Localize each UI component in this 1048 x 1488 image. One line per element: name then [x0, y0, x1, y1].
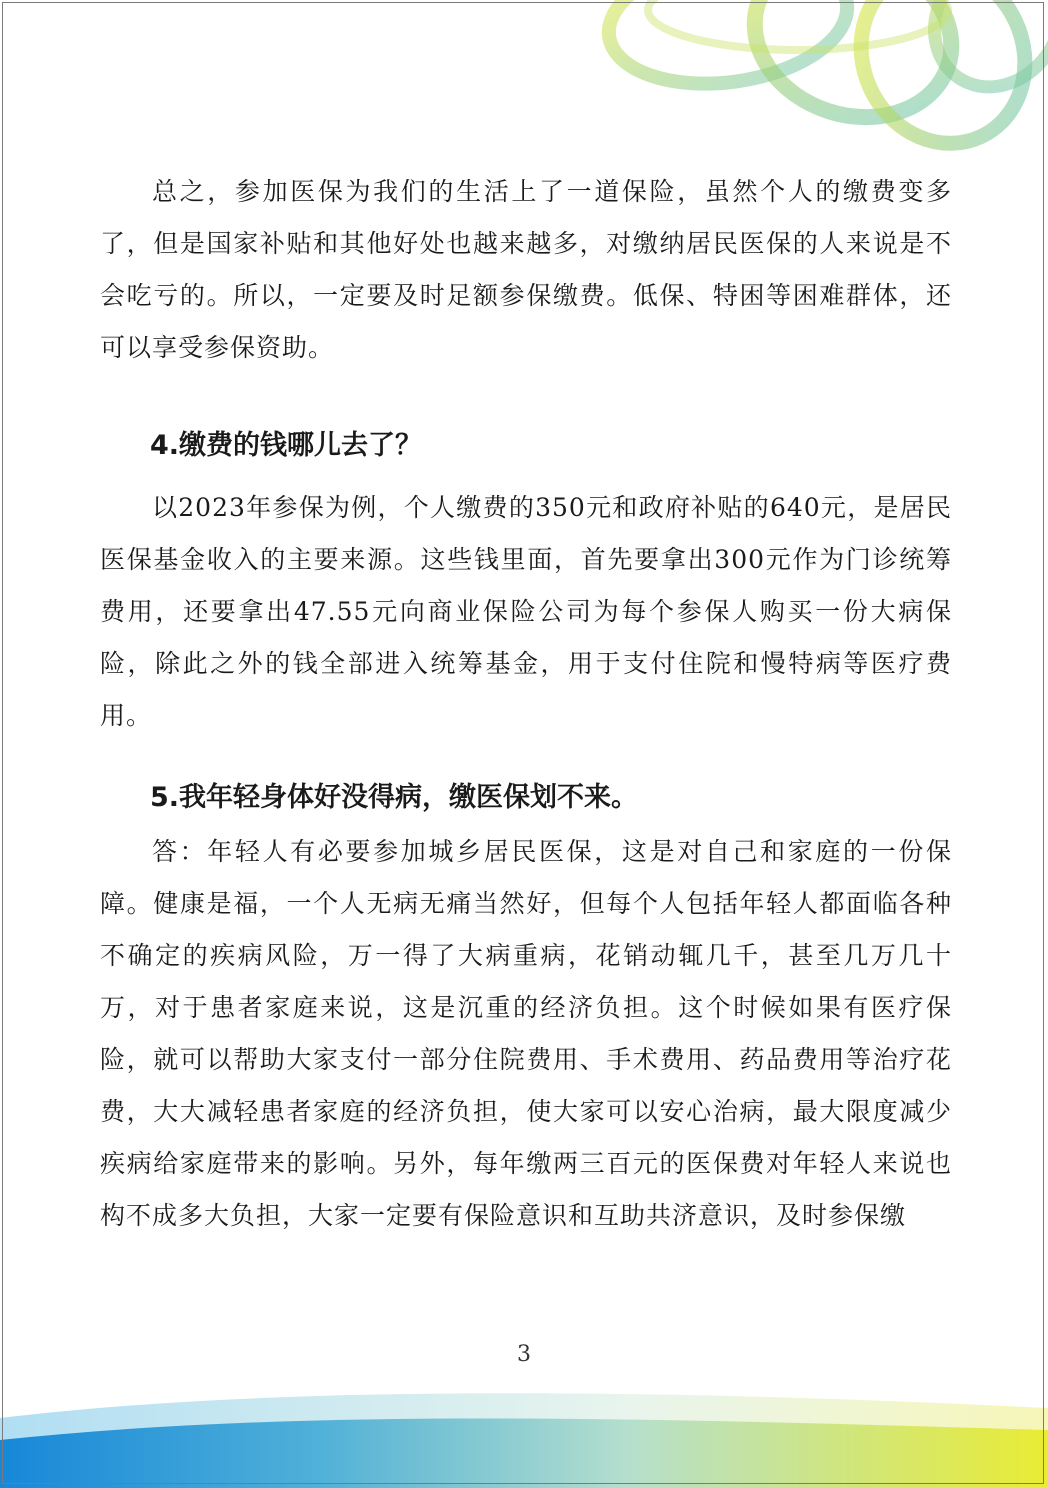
decorative-ribbon-loops — [598, 0, 1048, 170]
section-5-paragraph: 答：年轻人有必要参加城乡居民医保，这是对自己和家庭的一份保障。健康是福，一个人无病无痛当然好，但每个人包括年轻人都面临各种不确定的疾病风险，万一得了大病重病，花销动辄几千，甚至几万几十万，对于患者家庭来说，这是沉重的经济负担。这个时候如果有医疗保险，就可以帮助大家支付一部分住院费用、手术费用、药品费用等治疗花费，大大减轻患者家庭的经济负担，使大家可以安心治病，最大限度减少疾病给家庭带来的影响。另外，每年缴两三百元的医保费对年轻人来说也构不成多大负担，大家一定要有保险意识和互助共济意识，及时参保缴 — [100, 837, 952, 1230]
section-4-heading: 4.缴费的钱哪儿去了？ — [150, 430, 423, 461]
page-number: 3 — [517, 1342, 531, 1367]
section-4-paragraph: 以2023年参保为例，个人缴费的350元和政府补贴的640元，是居民医保基金收入的主要来源。这些钱里面，首先要拿出300元作为门诊统筹费用，还要拿出47.55元向商业保险公司为每个参保人购买一份大病保险，除此之外的钱全部进入统筹基金，用于支付住院和慢特病等医疗费用。 — [100, 493, 952, 730]
decorative-bottom-wave — [0, 1378, 1048, 1488]
section-5-heading: 5.我年轻身体好没得病，缴医保划不来。 — [150, 782, 639, 813]
intro-paragraph: 总之，参加医保为我们的生活上了一道保险，虽然个人的缴费变多了，但是国家补贴和其他好处也越来越多，对缴纳居民医保的人来说是不会吃亏的。所以，一定要及时足额参保缴费。低保、特困等困难群体，还可以享受参保资助。 — [100, 177, 952, 362]
